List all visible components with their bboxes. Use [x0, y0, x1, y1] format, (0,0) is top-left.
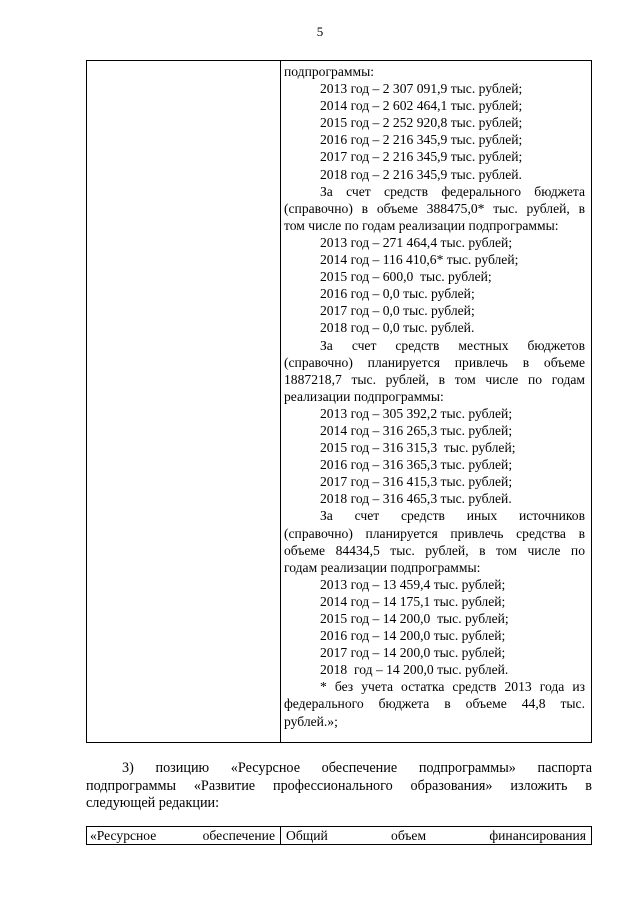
- resource-table-continuation: [86, 60, 592, 743]
- year-amount-line: 2018 год – 316 465,3 тыс. рублей.: [320, 491, 512, 507]
- year-amount-line: 2017 год – 2 216 345,9 тыс. рублей;: [320, 149, 523, 165]
- year-amount-line: 2016 год – 14 200,0 тыс. рублей;: [320, 628, 506, 644]
- year-amount-line: 2016 год – 2 216 345,9 тыс. рублей;: [320, 132, 523, 148]
- text-line: За счет средств федерального бюджета: [320, 183, 585, 199]
- paragraph-line: подпрограммы «Развитие профессионального образования» изложить в: [86, 777, 592, 794]
- column-divider: [280, 61, 281, 742]
- text-line: 1887218,7 тыс. рублей, в том числе по годам: [284, 371, 585, 387]
- text-line: (справочно) в объеме 388475,0* тыс. рублей, в: [284, 200, 585, 216]
- text-line: подпрограммы:: [284, 64, 374, 79]
- paragraph-line: следующей редакции:: [86, 795, 220, 811]
- text-line: объеме 84434,5 тыс. рублей, в том числе по: [284, 542, 585, 558]
- year-amount-line: 2015 год – 316 315,3 тыс. рублей;: [320, 440, 516, 456]
- table-value-cell: Общий объем финансирования: [286, 828, 586, 843]
- page-number: 5: [316, 24, 324, 39]
- year-amount-line: 2015 год – 600,0 тыс. рублей;: [320, 269, 492, 285]
- text-line: том числе по годам реализации подпрограммы:: [284, 217, 559, 233]
- footnote-line: федерального бюджета в объеме 44,8 тыс.: [284, 696, 585, 712]
- year-amount-line: 2014 год – 316 265,3 тыс. рублей;: [320, 422, 513, 438]
- year-amount-line: 2017 год – 0,0 тыс. рублей;: [320, 303, 475, 319]
- year-amount-line: 2016 год – 316 365,3 тыс. рублей;: [320, 457, 513, 473]
- year-amount-line: 2013 год – 271 464,4 тыс. рублей;: [320, 234, 513, 250]
- text-line: (справочно) планируется привлечь средства в: [284, 525, 585, 541]
- year-amount-line: 2015 год – 14 200,0 тыс. рублей;: [320, 611, 509, 626]
- footnote-line: * без учета остатка средств 2013 года из: [320, 679, 585, 695]
- year-amount-line: 2014 год – 14 175,1 тыс. рублей;: [320, 593, 506, 609]
- year-amount-line: 2014 год – 116 410,6* тыс. рублей;: [320, 252, 519, 268]
- year-amount-line: 2017 год – 14 200,0 тыс. рублей;: [320, 645, 506, 661]
- text-line: годам реализации подпрограммы:: [284, 559, 481, 575]
- year-amount-line: 2013 год – 305 392,2 тыс. рублей;: [320, 405, 513, 421]
- text-line: За счет средств местных бюджетов: [320, 337, 585, 353]
- year-amount-line: 2016 год – 0,0 тыс. рублей;: [320, 286, 475, 302]
- year-amount-line: 2018 год – 14 200,0 тыс. рублей.: [320, 662, 509, 678]
- year-amount-line: 2013 год – 13 459,4 тыс. рублей;: [320, 576, 506, 592]
- funding-details-cell: [284, 63, 585, 730]
- year-amount-line: 2013 год – 2 307 091,9 тыс. рублей;: [320, 81, 523, 97]
- year-amount-line: 2017 год – 316 415,3 тыс. рублей;: [320, 474, 513, 490]
- year-amount-line: 2014 год – 2 602 464,1 тыс. рублей;: [320, 98, 523, 114]
- footnote-line: рублей.»;: [284, 713, 338, 729]
- table-label-cell: «Ресурсное обеспечение: [90, 828, 275, 843]
- paragraph-line: 3) позицию «Ресурсное обеспечение подпрограммы» паспорта: [122, 760, 592, 776]
- column-divider: [280, 827, 281, 844]
- text-line: (справочно) планируется привлечь в объеме: [284, 354, 585, 370]
- text-line: За счет средств иных источников: [320, 508, 585, 524]
- amendment-paragraph: [86, 760, 592, 813]
- year-amount-line: 2015 год – 2 252 920,8 тыс. рублей;: [320, 115, 523, 131]
- text-line: реализации подпрограммы:: [284, 388, 444, 404]
- resource-table-start: [86, 826, 592, 845]
- year-amount-line: 2018 год – 0,0 тыс. рублей.: [320, 320, 475, 336]
- year-amount-line: 2018 год – 2 216 345,9 тыс. рублей.: [320, 166, 522, 182]
